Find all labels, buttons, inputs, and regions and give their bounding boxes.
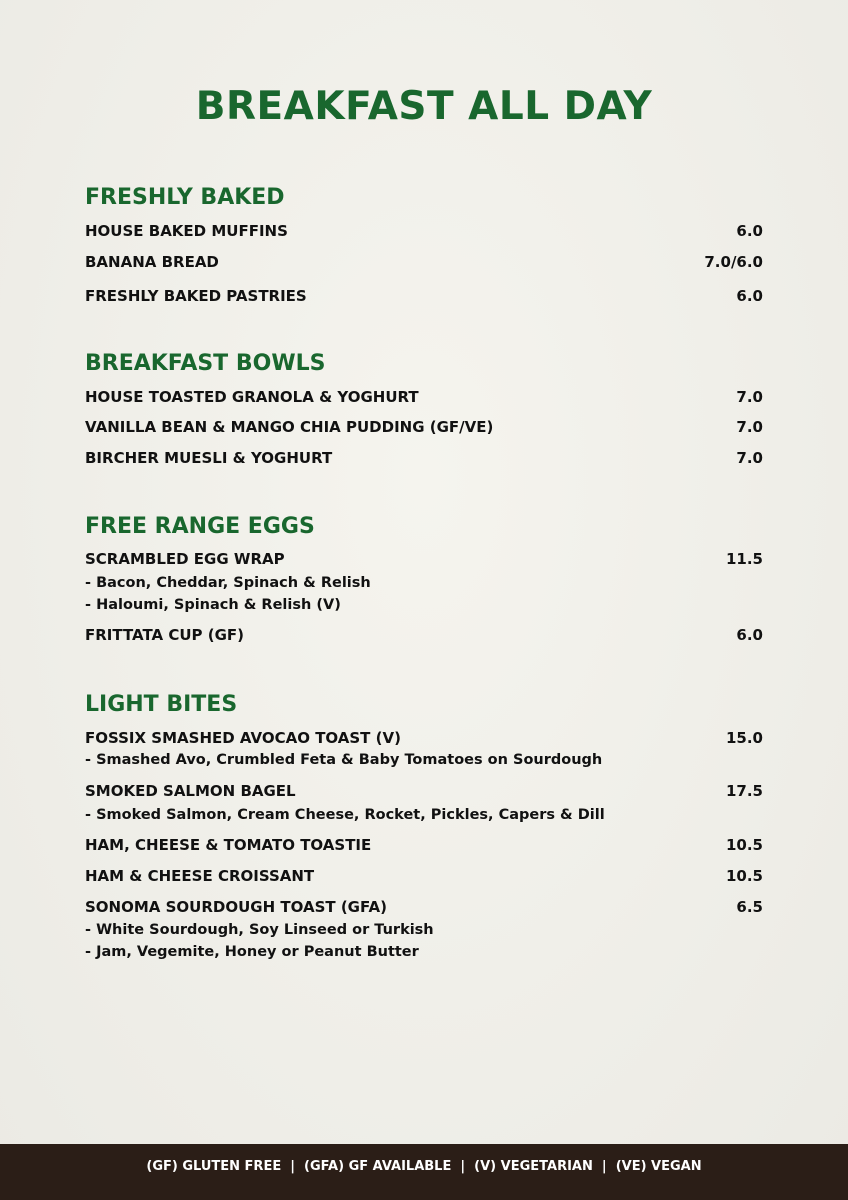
item-price: 7.0/6.0: [704, 253, 763, 271]
dietary-legend-footer: [0, 1144, 848, 1200]
item-price: 7.0: [736, 449, 763, 467]
menu-item-freshly-baked-pastries: [85, 285, 763, 307]
menu-item-bircher-muesli: [85, 447, 763, 469]
item-name: VANILLA BEAN & MANGO CHIA PUDDING (GF/VE): [85, 418, 494, 436]
item-name: SONOMA SOURDOUGH TOAST (GFA): [85, 898, 387, 916]
menu-item-granola-yoghurt: [85, 386, 763, 408]
item-name: SCRAMBLED EGG WRAP: [85, 550, 285, 568]
item-description: - Smashed Avo, Crumbled Feta & Baby Tomatoes on Sourdough: [85, 752, 603, 768]
dietary-legend-text: (GF) GLUTEN FREE | (GFA) GF AVAILABLE | (V) VEGETARIAN | (VE) VEGAN: [146, 1159, 702, 1174]
item-name: SMOKED SALMON BAGEL: [85, 782, 296, 800]
menu-item-avocado-toast: [85, 727, 763, 749]
section-heading-freshly-baked: FRESHLY BAKED: [85, 185, 285, 210]
menu-item-sonoma-sourdough-toast: [85, 896, 763, 918]
menu-item-chia-pudding: [85, 416, 763, 438]
menu-item-house-baked-muffins: [85, 220, 763, 242]
item-price: 6.0: [736, 626, 763, 644]
item-description: - Bacon, Cheddar, Spinach & Relish: [85, 575, 371, 591]
item-name: BIRCHER MUESLI & YOGHURT: [85, 449, 333, 467]
menu-item-banana-bread: [85, 251, 763, 273]
section-heading-breakfast-bowls: BREAKFAST BOWLS: [85, 351, 326, 376]
item-name: BANANA BREAD: [85, 253, 219, 271]
item-name: HOUSE BAKED MUFFINS: [85, 222, 288, 240]
item-price: 7.0: [736, 388, 763, 406]
item-name: HAM & CHEESE CROISSANT: [85, 867, 315, 885]
menu-item-smoked-salmon-bagel: [85, 780, 763, 802]
item-price: 10.5: [725, 836, 763, 854]
item-price: 7.0: [736, 418, 763, 436]
page-title: BREAKFAST ALL DAY: [195, 84, 653, 129]
section-heading-light-bites: LIGHT BITES: [85, 692, 238, 717]
menu-item-scrambled-egg-wrap: [85, 548, 763, 570]
menu-item-ham-cheese-croissant: [85, 865, 763, 887]
menu-item-frittata-cup: [85, 624, 763, 646]
item-name: FOSSIX SMASHED AVOCAO TOAST (V): [85, 729, 401, 747]
item-name: FRITTATA CUP (GF): [85, 626, 245, 644]
item-price: 6.0: [736, 222, 763, 240]
item-price: 15.0: [725, 729, 763, 747]
item-price: 6.5: [736, 898, 763, 916]
item-name: HOUSE TOASTED GRANOLA & YOGHURT: [85, 388, 419, 406]
item-description: - Jam, Vegemite, Honey or Peanut Butter: [85, 944, 419, 960]
item-name: HAM, CHEESE & TOMATO TOASTIE: [85, 836, 372, 854]
section-heading-free-range-eggs: FREE RANGE EGGS: [85, 514, 315, 539]
item-price: 6.0: [736, 287, 763, 305]
item-description: - Haloumi, Spinach & Relish (V): [85, 597, 341, 613]
item-price: 10.5: [725, 867, 763, 885]
item-description: - White Sourdough, Soy Linseed or Turkish: [85, 922, 434, 938]
item-price: 11.5: [725, 550, 763, 568]
item-name: FRESHLY BAKED PASTRIES: [85, 287, 307, 305]
menu-item-ham-cheese-tomato-toastie: [85, 834, 763, 856]
item-price: 17.5: [725, 782, 763, 800]
item-description: - Smoked Salmon, Cream Cheese, Rocket, Pickles, Capers & Dill: [85, 807, 605, 823]
